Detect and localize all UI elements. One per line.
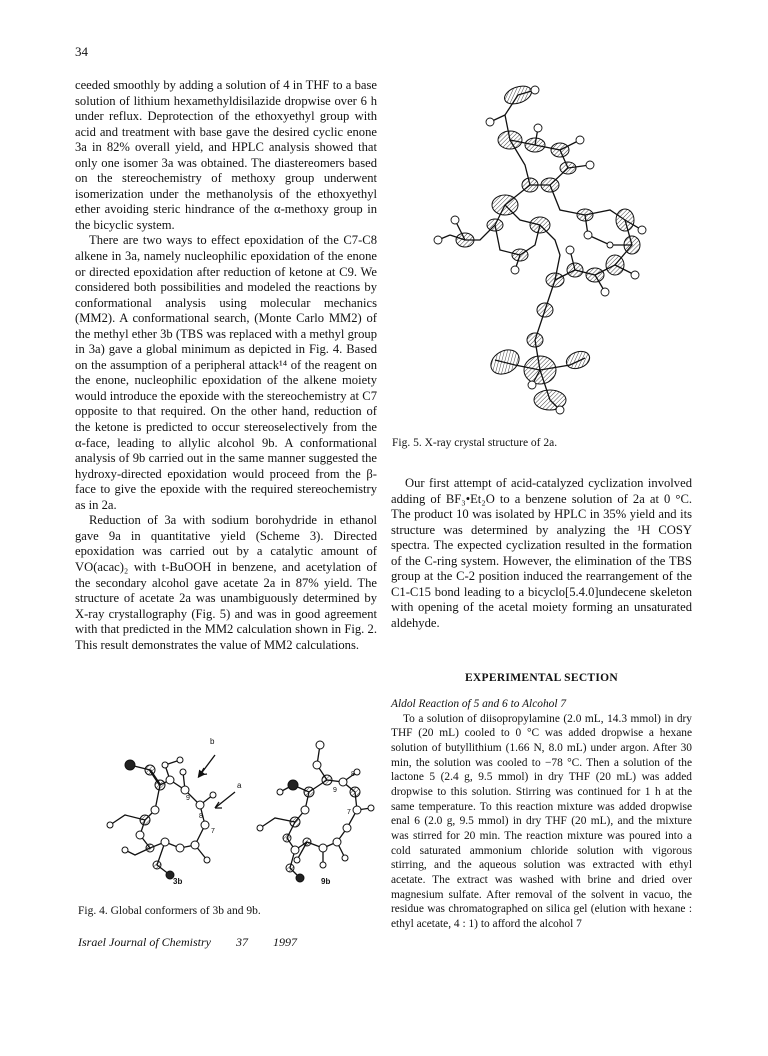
- fig5-atoms: [434, 83, 646, 414]
- label-3b: 3b: [173, 877, 183, 886]
- left-column: [75, 78, 377, 653]
- experimental-block: [391, 697, 692, 932]
- experimental-paragraph: To a solution of diisopropylamine (2.0 mL, 14.3 mmol) in dry THF (20 mL) cooled to 0 °C was added dropwise a hexane solution of butyllithium (1.66 N, 8.0 mL) under argon. After 30 min, the solution was cooled to −78 °C. Then a solution of the lactone 5 (2.4 g, 9.5 mmol) in dry THF (20 mL) was added dropwise to this solution. Stirring was continued for 1 h at the same temperature. To this reaction mixture was added dropwise enal 6 (2.0 g, 9.5 mmol) in dry THF (20 mL), and the mixture was stirred for 20 min. The reaction mixture was poured into a cold saturated ammonium chloride solution with vigorous stirring, and the aqueous solution was extracted with ethyl acetate. The extract was washed with brine and dried over magnesium sulfate. After removal of the solvent in vacuo, the residue was chromatographed on silica gel (elution with hexane : ethyl acetate, 4 : 1) to afford the alcohol 7: [391, 712, 692, 930]
- fig4-conformers: [95, 730, 395, 890]
- left-paragraph-2: There are two ways to effect epoxidation of the C7-C8 alkene in 3a, namely nucleophilic epoxidation of the enone or directed epoxidation after reduction of ketone at C9. We considered both possibilities and modeled the reactions by conformational analysis using molecular mechanics (MM2). A conformational search, (Monte Carlo MM2) of the methyl ether 3b (TBS was replaced with a methyl group in 3a) gave a global minimum as depicted in Fig. 4. Based on the assumption of a peripheral attack¹⁴ of the reagent on the enone, nucleophilic epoxidation of the alkene moiety would introduce the epoxide with the stereochemistry at C7 opposite to that required. On the other hand, reduction of the ketone is predicted to occur stereoselectively from the α-face, leading to allylic alcohol 9b. A conformational analysis of 9b carried out in the same manner suggested the hydroxy-directed epoxidation would proceed from the β-face to give the epoxide with the required stereochemistry as in 2a.: [75, 233, 377, 512]
- arrow-label-a: a: [237, 781, 242, 790]
- page-footer: [78, 935, 319, 950]
- page-number: 34: [75, 44, 88, 59]
- atom-label-3b-8: 8: [199, 813, 203, 820]
- fig5-caption: Fig. 5. X-ray crystal structure of 2a.: [392, 437, 558, 449]
- right-paragraph-1: Our first attempt of acid-catalyzed cyclization involved adding of BF₃•Et₂O to a benzene solution of 2a at 0 °C. The product 10 was isolated by HPLC in 35% yield and its structure was determined by analyzing the ¹H COSY spectra. The expected cyclization resulted in the formation of the C-ring system. However, the elimination of the TBS group at the C-2 position induced the rearrangement of the C1-C15 bond leading to a bicyclo[5.4.0]undecene skeleton with opening of the acetal moiety forming an unsaturated aldehyde.: [391, 476, 692, 630]
- atom-label-3b-9: 9: [186, 795, 190, 802]
- atom-label-9b-8: 8: [351, 771, 355, 778]
- experimental-heading: EXPERIMENTAL SECTION: [464, 672, 619, 685]
- experimental-subheading: Aldol Reaction of 5 and 6 to Alcohol 7: [391, 698, 567, 711]
- left-paragraph-1: ceeded smoothly by adding a solution of 4 in THF to a base solution of lithium hexamethyldisilazide dropwise over 6 h under reflux. Deprotection of the ethoxyethyl group with acid and treatment with base gave the desired cyclic enone 3a in 82% overall yield, and HPLC analysis showed that only one isomer 3a was obtained. The diastereomers based on the stereochemistry of methoxy group underwent isomerization under the methanolysis of the ethoxyethyl ether avoiding steric hindrance of the α-methoxy group in the bicyclic system.: [75, 78, 377, 232]
- arrow-label-b: b: [210, 737, 215, 746]
- footer-volume: 37: [236, 935, 248, 949]
- right-column: [391, 476, 692, 932]
- atom-label-9b-9: 9: [333, 787, 337, 794]
- atom-label-3b-7: 7: [211, 828, 215, 835]
- left-paragraph-3: Reduction of 3a with sodium borohydride in ethanol gave 9a in quantitative yield (Scheme 3). Directed epoxidation was carried out by a catalytic amount of VO(acac)₂ with t-BuOOH in benzene, and acetylation of the secondary alcohol gave acetate 2a in 87% yield. The structure of acetate 2a was unambiguously determined by X-ray crystallography (Fig. 5) and was in good agreement with that predicted in the MM2 calculation shown in Fig. 2. This result demonstrates the value of MM2 calculations.: [75, 513, 377, 652]
- atom-label-9b-7: 7: [347, 809, 351, 816]
- label-9b: 9b: [321, 877, 331, 886]
- footer-year: 1997: [273, 935, 297, 949]
- fig4-caption: Fig. 4. Global conformers of 3b and 9b.: [78, 905, 261, 917]
- footer-journal: Israel Journal of Chemistry: [78, 935, 211, 949]
- conformer-3b: [107, 737, 242, 886]
- fig5-xray-structure: [410, 70, 660, 430]
- conformer-9b: [257, 741, 374, 886]
